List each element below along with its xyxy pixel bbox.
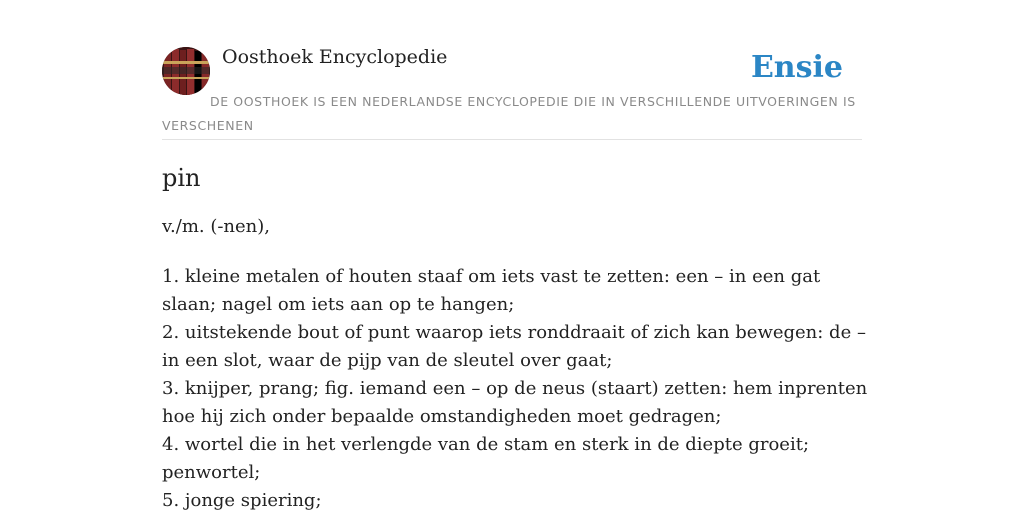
entry-grammar: v./m. (-nen),: [162, 216, 271, 237]
definition-list: [162, 263, 872, 515]
source-name-link[interactable]: Oosthoek Encyclopedie: [222, 46, 448, 68]
definition-item: 5. jonge spiering;: [162, 490, 322, 511]
book-spines-icon: [162, 47, 210, 95]
entry-page: [162, 0, 868, 511]
source-header: [162, 0, 862, 140]
source-avatar[interactable]: [162, 47, 210, 95]
definition-item: 1. kleine metalen of houten staaf om iets vast te zetten: een – in een gat slaan; nagel om iets aan op te hangen;: [162, 266, 821, 315]
ensie-logo-link[interactable]: Ensie: [750, 50, 843, 85]
definition-item: 2. uitstekende bout of punt waarop iets ronddraait of zich kan bewegen: de – in een slot, waar de pijp van de sleutel over gaat;: [162, 322, 866, 371]
definition-item: 3. knijper, prang; fig. iemand een – op de neus (staart) zetten: hem inprenten hoe hij zich onder bepaalde omstandigheden moet gedragen;: [162, 378, 868, 427]
source-tagline: DE OOSTHOEK IS EEN NEDERLANDSE ENCYCLOPEDIE DIE IN VERSCHILLENDE UITVOERINGEN IS VERSCHENEN: [162, 94, 856, 133]
entry-title: pin: [162, 164, 201, 192]
definition-item: 4. wortel die in het verlengde van de stam en sterk in de diepte groeit; penwortel;: [162, 434, 810, 483]
